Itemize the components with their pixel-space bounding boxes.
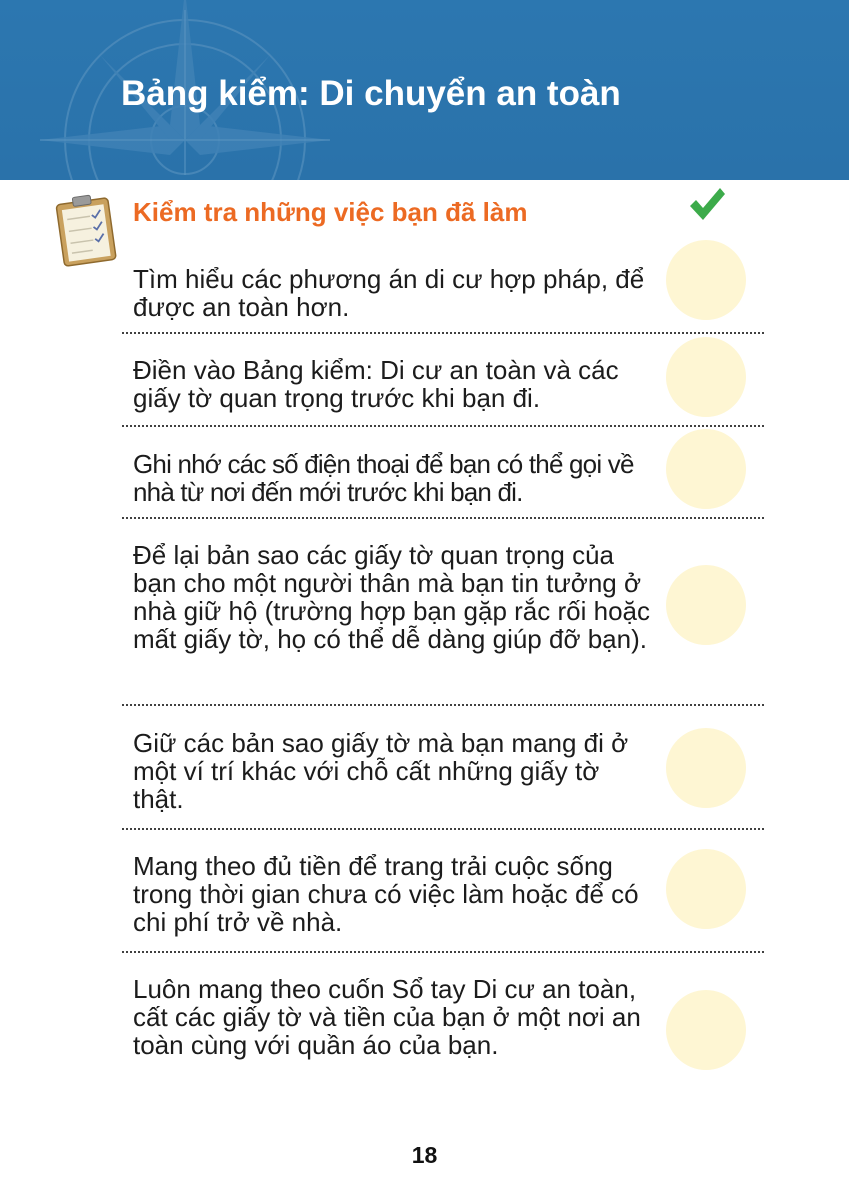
- divider: [122, 828, 764, 830]
- clipboard-icon: [50, 193, 122, 269]
- checklist-item-text: Tìm hiểu các phương án di cư hợp pháp, để được an toàn hơn.: [133, 264, 645, 322]
- divider: [122, 517, 764, 519]
- checklist-checkbox[interactable]: [666, 337, 746, 417]
- checklist-checkbox[interactable]: [666, 728, 746, 808]
- checklist-item-text: Để lại bản sao các giấy tờ quan trọng của bạn cho một người thân mà bạn tin tưởng ở nhà giữ hộ (trường hợp bạn gặp rắc rối hoặc mất giấy tờ, họ có thể dễ dàng giúp đỡ bạn).: [133, 540, 650, 654]
- checklist-checkbox[interactable]: [666, 429, 746, 509]
- checklist-checkbox[interactable]: [666, 565, 746, 645]
- divider: [122, 951, 764, 953]
- checklist-checkbox[interactable]: [666, 990, 746, 1070]
- checklist-checkbox[interactable]: [666, 849, 746, 929]
- checkmark-icon: [688, 186, 726, 222]
- checklist-item-text: Ghi nhớ các số điện thoại để bạn có thể gọi về nhà từ nơi đến mới trước khi bạn đi.: [133, 449, 634, 507]
- checklist-checkbox[interactable]: [666, 240, 746, 320]
- divider: [122, 425, 764, 427]
- checklist-item-text: Mang theo đủ tiền để trang trải cuộc sống trong thời gian chưa có việc làm hoặc để có chi phí trở về nhà.: [133, 851, 639, 937]
- page-header: [0, 0, 849, 180]
- divider: [122, 332, 764, 334]
- checklist-item-text: Điền vào Bảng kiểm: Di cư an toàn và các giấy tờ quan trọng trước khi bạn đi.: [133, 355, 619, 413]
- checklist-item-text: Luôn mang theo cuốn Sổ tay Di cư an toàn, cất các giấy tờ và tiền của bạn ở một nơi an toàn cùng với quần áo của bạn.: [133, 974, 641, 1060]
- page-title: Bảng kiểm: Di chuyển an toàn: [121, 74, 621, 113]
- checklist-heading: Kiểm tra những việc bạn đã làm: [133, 197, 528, 227]
- page-number: 18: [411, 1142, 438, 1168]
- checklist-item-text: Giữ các bản sao giấy tờ mà bạn mang đi ở một ví trí khác với chỗ cất những giấy tờ thật.: [133, 728, 629, 814]
- divider: [122, 704, 764, 706]
